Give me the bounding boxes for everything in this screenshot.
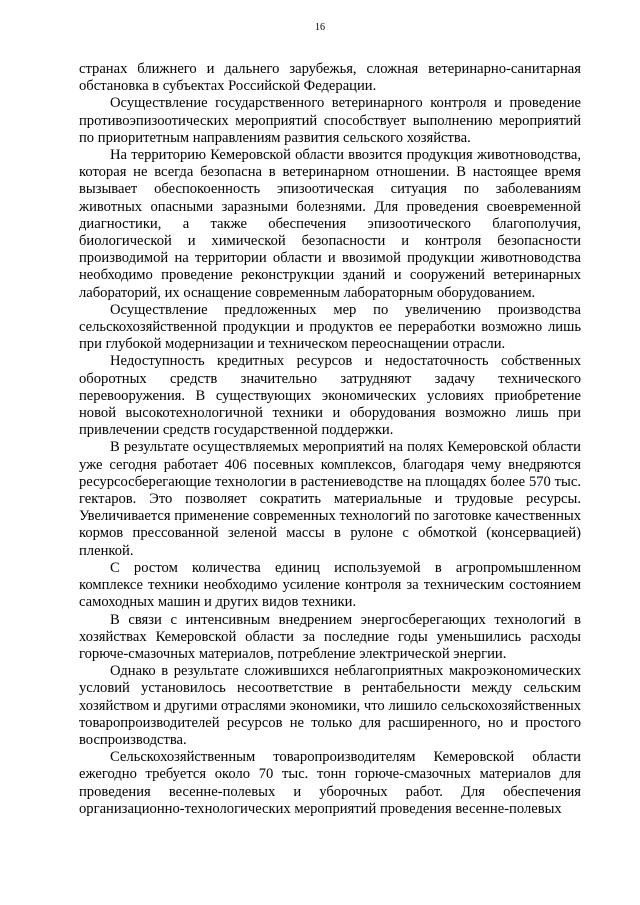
paragraph: странах ближнего и дальнего зарубежья, сложная ветеринарно-санитарная обстановка в субъектах Российской Федерации. (79, 61, 581, 95)
paragraph: Недоступность кредитных ресурсов и недостаточность собственных оборотных средств значительно затрудняют задачу технического перевооружения. В существующих экономических условиях приобретение новой высокотехнологичной техники и оборудования возможно лишь при привлечении средств государственной поддержки. (79, 353, 581, 439)
paragraph: С ростом количества единиц используемой в агропромышленном комплексе техники необходимо усиление контроля за техническим состоянием самоходных машин и других видов техники. (79, 559, 581, 611)
paragraph: Сельскохозяйственным товаропроизводителям Кемеровской области ежегодно требуется около 70 тыс. тонн горюче-смазочных материалов для проведения весенне-полевых и уборочных работ. Для обеспечения организационно-технологических мероприятий проведения весенне-полевых (79, 749, 581, 817)
page-number: 16 (315, 22, 325, 33)
paragraph: На территорию Кемеровской области ввозится продукция животноводства, которая не всегда безопасна в ветеринарном отношении. В настоящее время вызывает обеспокоенность эпизоотическая ситуация по заболеваниям животных опасными заразными болезнями. Для проведения своевременной диагностики, а также обеспечения эпизоотического благополучия, биологической и химической безопасности и контроля безопасности производимой на территории области и ввозимой продукции животноводства необходимо проведение реконструкции зданий и сооружений ветеринарных лабораторий, их оснащение современным лабораторным оборудованием. (79, 147, 581, 301)
paragraph: В связи с интенсивным внедрением энергосберегающих технологий в хозяйствах Кемеровской области за последние годы уменьшились расходы горюче-смазочных материалов, потребление электрической энергии. (79, 611, 581, 662)
document-body (79, 61, 581, 818)
paragraph: Однако в результате сложившихся неблагоприятных макроэкономических условий установилось несоответствие в рентабельности между сельским хозяйством и другими отраслями экономики, что лишило сельскохозяйственных товаропроизводителей ресурсов не только для расширенного, но и простого воспроизводства. (79, 663, 581, 748)
paragraph: В результате осуществляемых мероприятий на полях Кемеровской области уже сегодня работает 406 посевных комплексов, благодаря чему внедряются ресурсосберегающие технологии в растениеводстве на площадях более 570 тыс. гектаров. Это позволяет сократить материальные и трудовые ресурсы. Увеличивается применение современных технологий по заготовке качественных кормов прессованной зеленой массы в рулоне с обмоткой (консервацией) пленкой. (79, 439, 581, 559)
paragraph: Осуществление государственного ветеринарного контроля и проведение противоэпизоотических мероприятий способствует выполнению мероприятий по приоритетным направлениям развития сельского хозяйства. (79, 95, 581, 146)
paragraph: Осуществление предложенных мер по увеличению производства сельскохозяйственной продукции и продуктов ее переработки возможно лишь при глубокой модернизации и техническом переоснащении отрасли. (79, 301, 581, 353)
